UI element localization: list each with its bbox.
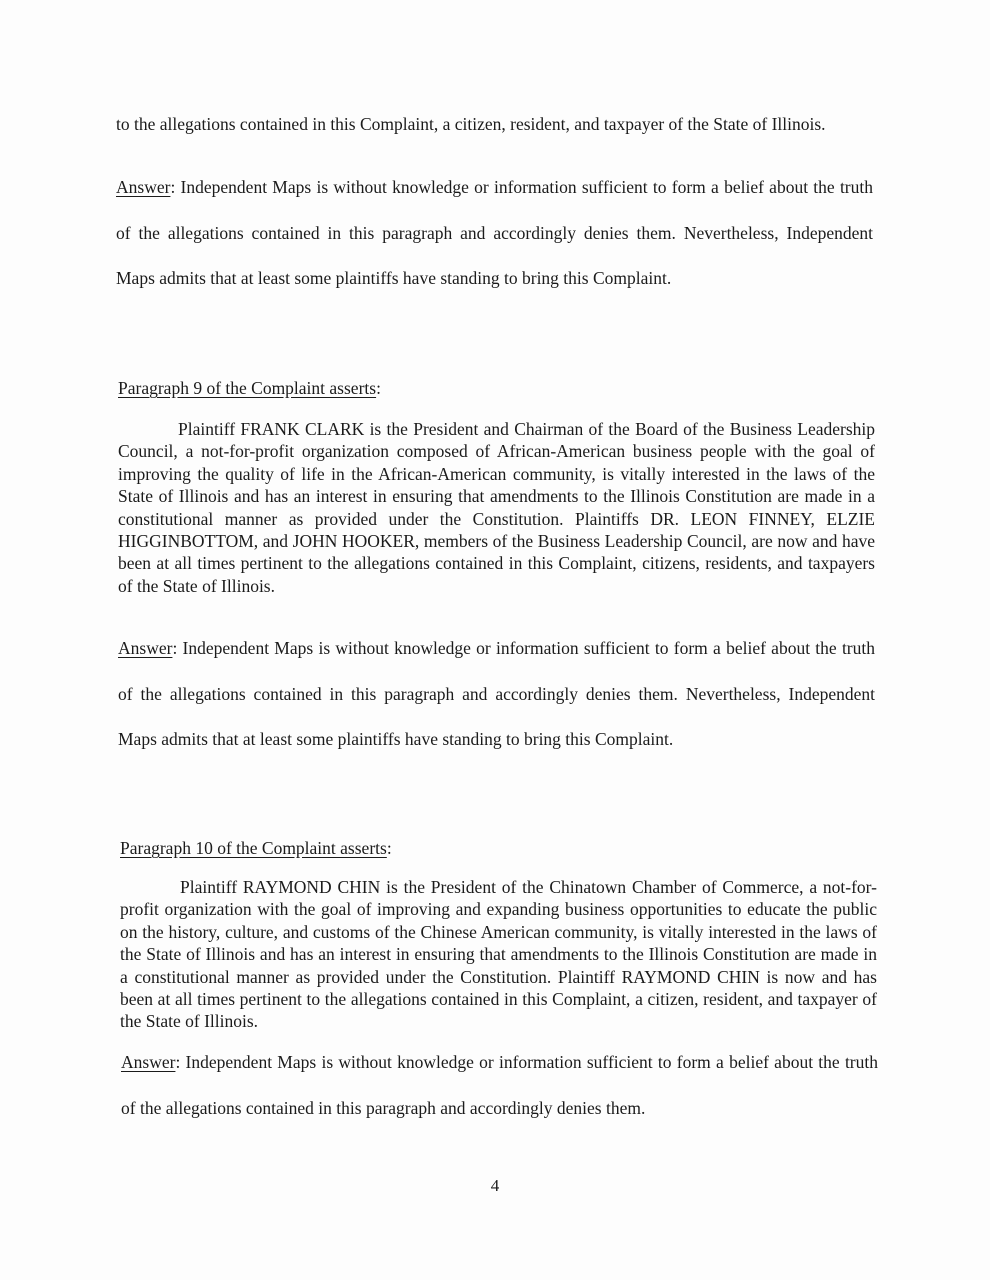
heading-text: Paragraph 9 of the Complaint asserts <box>118 378 377 398</box>
answer-text: : Independent Maps is without knowledge or information sufficient to form a belief about the truth of the allegations contained in this paragraph and accordingly denies them. Nevertheless, Independent Maps admits that at least some plaintiffs have standing to bring this Complaint. <box>116 177 873 288</box>
carryover-paragraph: to the allegations contained in this Complaint, a citizen, resident, and taxpayer of the State of Illinois. <box>116 114 826 134</box>
paragraph-10-quote: Plaintiff RAYMOND CHIN is the President of the Chinatown Chamber of Commerce, a not-for-profit organization with the goal of improving and expanding business opportunities to educate the public on the history, culture, and customs of the Chinese American community, is vitally interested in the laws of the State of Illinois and has an interest in ensuring that amendments to the Illinois Constitution are made in a constitutional manner as provided under the Constitution. Plaintiff RAYMOND CHIN is now and has been at all times pertinent to the allegations contained in this Complaint, a citizen, resident, and taxpayer of the State of Illinois. <box>120 877 877 1032</box>
paragraph-9-quote: Plaintiff FRANK CLARK is the President and Chairman of the Board of the Business Leadership Council, a not-for-profit organization composed of African-American business people with the goal of improving the quality of life in the African-American community, is vitally interested in the laws of the State of Illinois and has an interest in ensuring that amendments to the Illinois Constitution are made in a constitutional manner as provided under the Constitution. Plaintiffs DR. LEON FINNEY, ELZIE HIGGINBOTTOM, and JOHN HOOKER, members of the Business Leadership Council, are now and have been at all times pertinent to the allegations contained in this Complaint, citizens, residents, and taxpayers of the State of Illinois. <box>118 419 875 596</box>
paragraph-10-heading <box>120 837 877 859</box>
answer-label: Answer <box>118 638 173 658</box>
page-number: 4 <box>490 1176 500 1195</box>
heading-text: Paragraph 10 of the Complaint asserts <box>120 838 387 858</box>
answer-paragraph-1 <box>116 165 873 302</box>
answer-text: : Independent Maps is without knowledge or information sufficient to form a belief about the truth of the allegations contained in this paragraph and accordingly denies them. Nevertheless, Independent Maps admits that at least some plaintiffs have standing to bring this Complaint. <box>118 638 875 749</box>
answer-text: : Independent Maps is without knowledge or information sufficient to form a belief about the truth of the allegations contained in this paragraph and accordingly denies them. <box>121 1052 878 1118</box>
answer-label: Answer <box>116 177 171 197</box>
answer-paragraph-3 <box>121 1040 878 1131</box>
answer-paragraph-2 <box>118 626 875 763</box>
answer-label: Answer <box>121 1052 176 1072</box>
paragraph-9-heading <box>118 377 875 399</box>
heading-colon: : <box>376 378 381 398</box>
heading-colon: : <box>386 838 392 858</box>
